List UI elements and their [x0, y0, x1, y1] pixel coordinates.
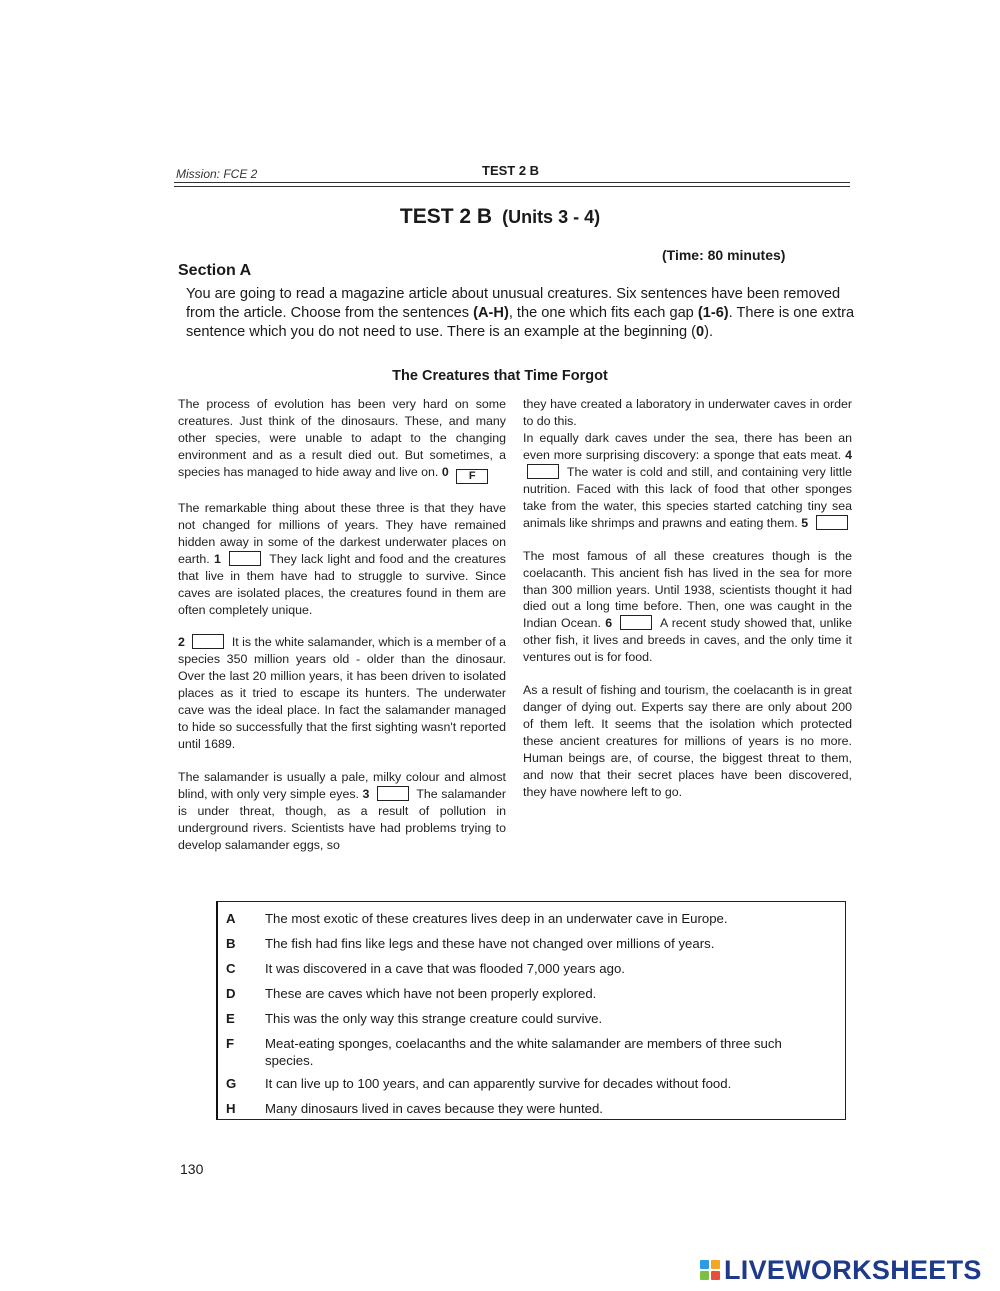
- right-paragraph-3: [523, 548, 852, 667]
- left-para1-text: The process of evolution has been very hard on some creatures. Just think of the dinosaurs. These, and many other species, were unable to adapt to the changing environment and as a result died out. But sometimes, a species has managed to hide away and live on.: [178, 397, 506, 479]
- logo-block-4: [711, 1271, 720, 1280]
- option-text: It can live up to 100 years, and can apparently survive for decades without food.: [265, 1076, 732, 1091]
- option-text: Many dinosaurs lived in caves because they were hunted.: [265, 1101, 603, 1116]
- instructions-bold-1: (A-H): [473, 305, 509, 321]
- left-paragraph-1: [178, 396, 506, 484]
- instructions: [186, 285, 861, 342]
- left-para4a-text: The salamander is usually a pale, milky colour and almost blind, with only very simple eyes.: [178, 770, 506, 802]
- gap-number-0: 0: [441, 464, 449, 479]
- instructions-bold-2: (1-6): [697, 305, 729, 321]
- option-letter: D: [226, 986, 236, 1001]
- page-number: 130: [180, 1161, 204, 1177]
- article-column-right: [523, 396, 852, 801]
- gap-number-2: 2: [178, 635, 185, 650]
- answer-box-5[interactable]: [816, 515, 848, 530]
- answer-box-4[interactable]: [527, 464, 559, 479]
- option-text: This was the only way this strange creature could survive.: [265, 1011, 603, 1026]
- left-para4b-text: The salamander is under threat, though, as a result of pollution in underground rivers. Scientists have had problems trying to develop salamander eggs, so: [178, 787, 506, 852]
- running-head-center: TEST 2 B: [482, 163, 540, 178]
- section-heading: Section A: [178, 262, 252, 279]
- right-para3a-text: The most famous of all these creatures though is the coelacanth. This ancient fish has lived in the sea for more than 300 million years. Until 1938, scientists thought it had died out a long time before. Then, one was caught in the Indian Ocean.: [523, 548, 852, 631]
- right-paragraph-2: [523, 430, 852, 532]
- option-letter: E: [226, 1011, 235, 1026]
- answer-box-3[interactable]: [377, 786, 409, 801]
- left-para2b-text: They lack light and food and the creatures that live in them have had to struggle to survive. Since caves are isolated places, the creatures found in them are often completely unique.: [178, 551, 506, 617]
- left-para3-text: It is the white salamander, which is a member of a species 350 million years old - older than the dinosaur. Over the last 20 million years, it has been driven to isolated places as it tried to escape its hunters. The underwater cave was the ideal place. In fact the salamander managed to hide so successfully that the first sighting wasn't reported until 1689.: [178, 635, 506, 752]
- left-paragraph-2: [178, 500, 506, 619]
- title-main: TEST 2 B: [399, 205, 493, 228]
- right-para3b-text: A recent study showed that, unlike other fish, it lives and breeds in caves, and the only time it ventures out is for food.: [523, 616, 852, 665]
- option-letter: F: [226, 1036, 235, 1051]
- title-units: (Units 3 - 4): [502, 207, 601, 227]
- right-paragraph-4: As a result of fishing and tourism, the coelacanth is in great danger of dying out. Experts say there are only about 200 of them left. It seems that the isolation which protected these ancient creatures for millions of years is no more. Human beings are, of course, the biggest threat to them, and now that their secret places have been discovered, they have nowhere left to go.: [523, 683, 852, 800]
- right-para2a-text: In equally dark caves under the sea, there has been an even more surprising discovery: a sponge that eats meat.: [523, 430, 852, 462]
- answer-box-2[interactable]: [192, 634, 224, 649]
- answer-box-6[interactable]: [620, 615, 652, 630]
- header-rule-2: [174, 186, 850, 187]
- left-paragraph-3: [178, 634, 506, 753]
- gap-number-5: 5: [801, 515, 809, 530]
- instructions-text-4: ).: [704, 324, 714, 340]
- logo-block-1: [700, 1260, 709, 1269]
- time-note: (Time: 80 minutes): [662, 247, 786, 263]
- answer-box-0: F: [456, 469, 488, 484]
- article-title: The Creatures that Time Forgot: [392, 368, 608, 384]
- logo-block-2: [711, 1260, 720, 1269]
- liveworksheets-logo[interactable]: [700, 1255, 982, 1285]
- option-text: The fish had fins like legs and these have not changed over millions of years.: [265, 936, 715, 951]
- page-title: [0, 205, 1000, 229]
- article-column-left: [178, 396, 506, 854]
- answer-box-1[interactable]: [229, 551, 261, 566]
- gap-number-3: 3: [362, 787, 370, 802]
- gap-number-4: 4: [845, 447, 852, 462]
- left-para2a-text: The remarkable thing about these three is that they have not changed for millions of years. They have remained hidden away in some of the darkest underwater places on earth.: [178, 500, 506, 566]
- logo-block-3: [700, 1271, 709, 1280]
- logo-icon: [700, 1260, 720, 1280]
- instructions-text-2: , the one which fits each gap: [508, 305, 698, 321]
- option-text: These are caves which have not been properly explored.: [265, 986, 597, 1001]
- option-text: The most exotic of these creatures lives deep in an underwater cave in Europe.: [265, 911, 728, 926]
- option-letter: B: [226, 936, 236, 951]
- option-letter: A: [226, 911, 236, 926]
- header-rule: [174, 182, 850, 183]
- right-para2b-text: The water is cold and still, and containing very little nutrition. Faced with this lack of food that other sponges take from the water, this species started catching tiny sea animals like shrimps and prawns and eating them.: [523, 464, 852, 530]
- running-head-left: Mission: FCE 2: [176, 167, 258, 181]
- left-paragraph-4: [178, 769, 506, 854]
- gap-number-6: 6: [605, 616, 613, 631]
- logo-text: LIVEWORKSHEETS: [724, 1254, 982, 1285]
- option-letter: H: [226, 1101, 236, 1116]
- instructions-text-3: . There is one extra sentence which you do not need to use. There is an example at the beginning (: [186, 305, 855, 340]
- option-letter: G: [226, 1076, 237, 1091]
- instructions-bold-3: 0: [696, 324, 705, 340]
- option-text: It was discovered in a cave that was flooded 7,000 years ago.: [265, 961, 625, 976]
- option-text: Meat-eating sponges, coelacanths and the white salamander are members of three such species.: [265, 1036, 782, 1068]
- instructions-text-1: You are going to read a magazine article about unusual creatures. Six sentences have been removed from the article. Choose from the sentences: [186, 286, 841, 321]
- gap-number-1: 1: [213, 551, 221, 566]
- right-paragraph-1: they have created a laboratory in underwater caves in order to do this.: [523, 397, 852, 428]
- options-box: [216, 901, 846, 1120]
- option-letter: C: [226, 961, 236, 976]
